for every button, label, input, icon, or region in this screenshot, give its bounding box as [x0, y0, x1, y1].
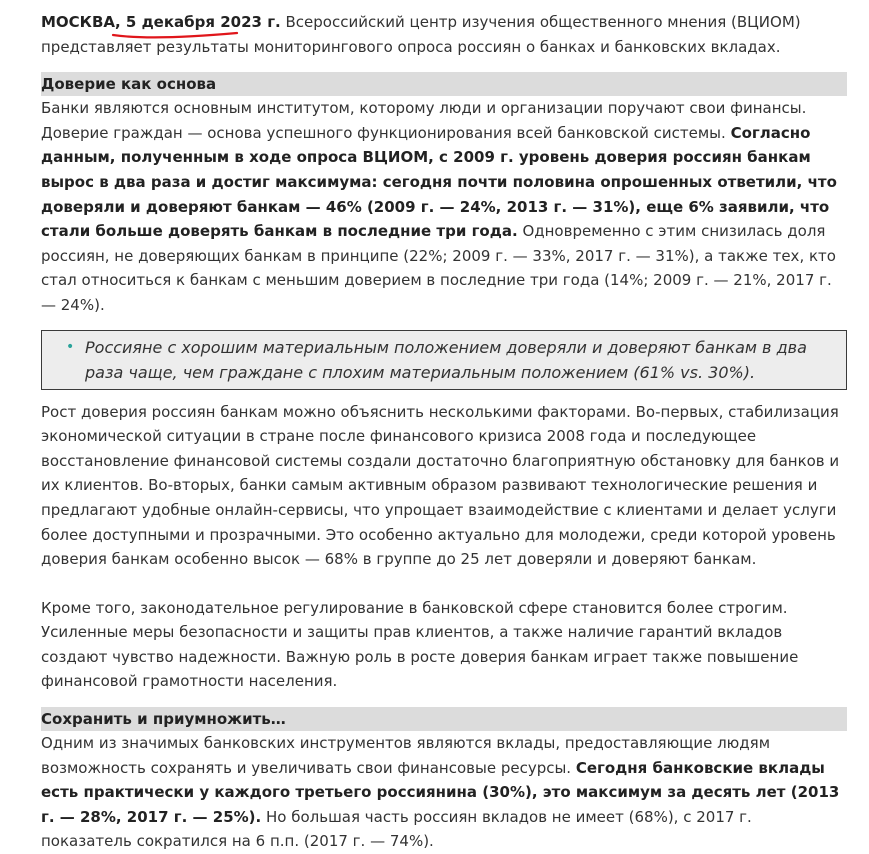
trust-paragraph-3: Кроме того, законодательное регулирование в банковской сфере становится более строгим. Усиленные меры безопасности и защиты прав клиентов, а также наличие гарантий вкладов создают чувство надежности. Важную роль в росте доверия банкам играет также повышение финансовой грамотности населения. — [41, 598, 799, 691]
trust-p1-start: Банки являются основным институтом, которому люди и организации поручают свои финансы. Доверие граждан — основа успешного функционирования всей банковской системы. — [41, 99, 807, 142]
savings-p1-bold: Сегодня банковские вклады есть практически у каждого третьего россиянина (30%), это максимум за десять лет (2013 г. — 28%, 2017 г. — 25%). — [41, 758, 840, 826]
quote-text: Россияне с хорошим материальным положением доверяли и доверяют банкам в два раза чаще, чем граждане с плохим материальным положением (61% vs. 30%). — [85, 337, 807, 382]
trust-paragraph-2: Рост доверия россиян банкам можно объяснить несколькими факторами. Во-первых, стабилизация экономической ситуации в стране после финансового кризиса 2008 года и последующее восстановление финансовой системы создали достаточно благоприятную обстановку для банков и их клиентов. Во-вторых, банки самым активным образом развивают технологические решения и предлагают удобные онлайн-сервисы, что упрощает взаимодействие с клиентами и делает услуги более доступными и прозрачными. Это особенно актуально для молодежи, среди которой уровень доверия банкам особенно высок — 68% в группе до 25 лет доверяли и доверяют банкам. — [41, 402, 840, 569]
bullet-icon: • — [66, 338, 75, 355]
trust-p1-end: Одновременно с этим снизилась доля россиян, не доверяющих банкам в принципе (22%; 2009 г. — 33%, 2017 г. — 31%), а также тех, кто стал относиться к банкам с меньшим доверием в последние три года (14%; 2009 г. — 21%, 2017 г. — 24%). — [41, 222, 836, 314]
savings-p1-start: Одним из значимых банковских инструментов являются вклады, предоставляющие людям возможность сохранять и увеличивать свои финансовые ресурсы. — [41, 734, 771, 777]
trust-p1-bold: Согласно данным, полученным в ходе опроса ВЦИОМ, с 2009 г. уровень доверия россиян банкам вырос в два раза и достиг максимума: сегодня почти половина опрошенных ответили, что доверяли и доверяют банкам — 46% (2009 г. — 24%, 2013 г. — 31%), еще 6% заявили, что стали больше доверять банкам в последние три года. — [41, 123, 837, 241]
savings-p1-end: Но большая часть россиян вкладов не имеет (68%), с 2017 г. показатель сократился на 6 п.п. (2017 г. — 74%). — [41, 807, 752, 851]
lead-text: Всероссийский центр изучения общественного мнения (ВЦИОМ) представляет результаты мониторингового опроса россиян о банках и банковских вкладах. — [41, 13, 801, 56]
lead-paragraph — [41, 10, 847, 59]
savings-paragraph-1 — [41, 731, 847, 854]
section-heading-trust: Доверие как основа — [41, 72, 847, 96]
highlight-quote — [41, 330, 847, 390]
trust-paragraph-1 — [41, 96, 847, 317]
article — [41, 10, 847, 854]
section-heading-savings: Сохранить и приумножить… — [41, 707, 847, 731]
dateline: МОСКВА, 5 декабря 2023 г. — [41, 13, 281, 31]
